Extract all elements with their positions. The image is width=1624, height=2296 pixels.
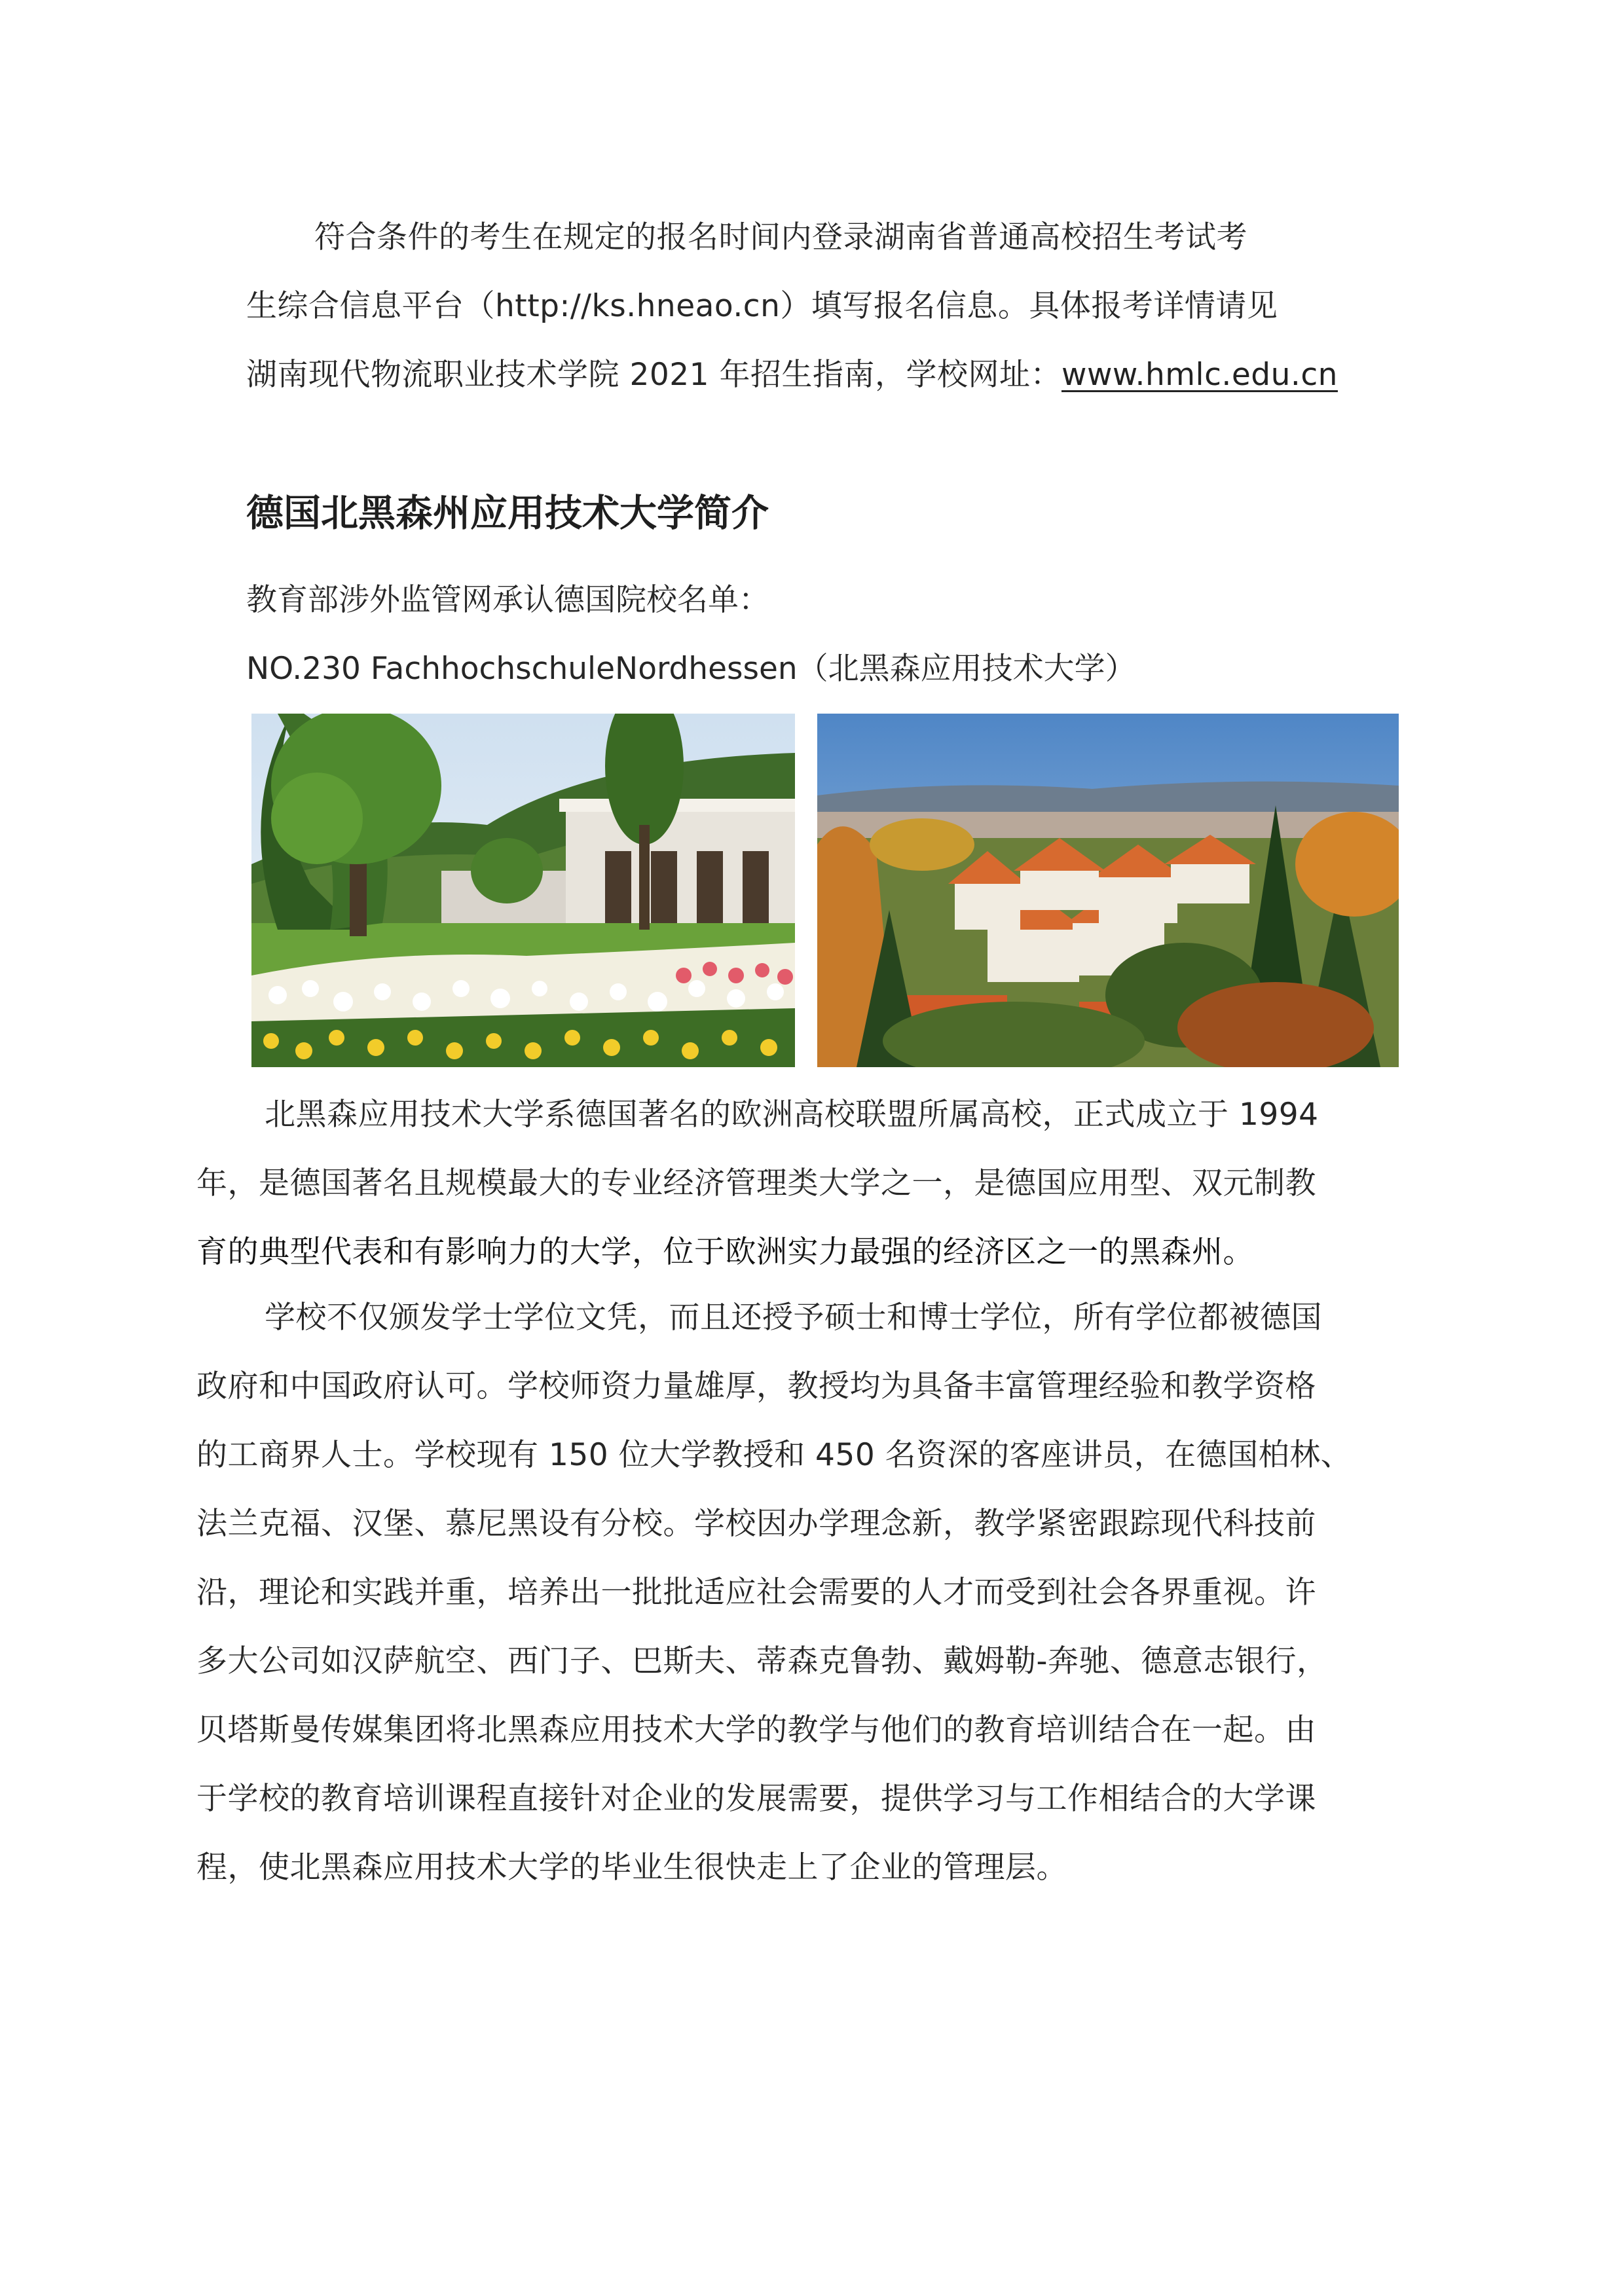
recognition-entry: NO.230 FachhochschuleNordhessen（北黑森应用技术大学） xyxy=(246,651,1136,687)
school-website-link[interactable]: www.hmlc.edu.cn xyxy=(1061,357,1338,393)
paragraph-line: 程，使北黑森应用技术大学的毕业生很快走上了企业的管理层。 xyxy=(196,1850,1067,1886)
school-details-paragraph xyxy=(196,1283,1408,1902)
paragraph-line: 沿，理论和实践并重，培养出一批批适应社会需要的人才而受到社会各界重视。许 xyxy=(196,1575,1316,1611)
recognition-block xyxy=(246,566,1136,703)
paragraph-line: 于学校的教育培训课程直接针对企业的发展需要，提供学习与工作相结合的大学课 xyxy=(196,1781,1316,1817)
paragraph-line: 育的典型代表和有影响力的大学，位于欧洲实力最强的经济区之一的黑森州。 xyxy=(196,1234,1254,1270)
section-heading: 德国北黑森州应用技术大学简介 xyxy=(246,492,769,535)
intro-line: 符合条件的考生在规定的报名时间内登录湖南省普通高校招生考试考 xyxy=(314,219,1247,255)
paragraph-line: 法兰克福、汉堡、慕尼黑设有分校。学校因办学理念新，教学紧密跟踪现代科技前 xyxy=(196,1506,1316,1542)
intro-school-paragraph xyxy=(196,1080,1408,1286)
paragraph-line: 贝塔斯曼传媒集团将北黑森应用技术大学的教学与他们的教育培训结合在一起。由 xyxy=(196,1712,1316,1748)
intro-line-text: 湖南现代物流职业技术学院 2021 年招生指南，学校网址： xyxy=(246,357,1061,393)
paragraph-line: 年，是德国著名且规模最大的专业经济管理类大学之一，是德国应用型、双元制教 xyxy=(196,1165,1316,1201)
paragraph-line: 的工商界人士。学校现有 150 位大学教授和 450 名资深的客座讲员，在德国柏林、 xyxy=(196,1437,1352,1473)
intro-line xyxy=(246,340,1399,409)
paragraph-line: 学校不仅颁发学士学位文凭，而且还授予硕士和博士学位，所有学位都被德国 xyxy=(265,1300,1322,1336)
paragraph-line: 多大公司如汉萨航空、西门子、巴斯夫、蒂森克鲁勃、戴姆勒-奔驰、德意志银行， xyxy=(196,1643,1328,1679)
intro-paragraph xyxy=(246,203,1399,409)
paragraph-line: 政府和中国政府认可。学校师资力量雄厚，教授均为具备丰富管理经验和教学资格 xyxy=(196,1368,1316,1404)
paragraph-line: 北黑森应用技术大学系德国著名的欧洲高校联盟所属高校，正式成立于 1994 xyxy=(265,1097,1319,1133)
town-rooftops-photo xyxy=(817,714,1399,1067)
campus-garden-photo xyxy=(251,714,795,1067)
recognition-label: 教育部涉外监管网承认德国院校名单： xyxy=(246,582,769,618)
intro-line: 生综合信息平台（http://ks.hneao.cn）填写报名信息。具体报考详情请见 xyxy=(246,288,1278,324)
